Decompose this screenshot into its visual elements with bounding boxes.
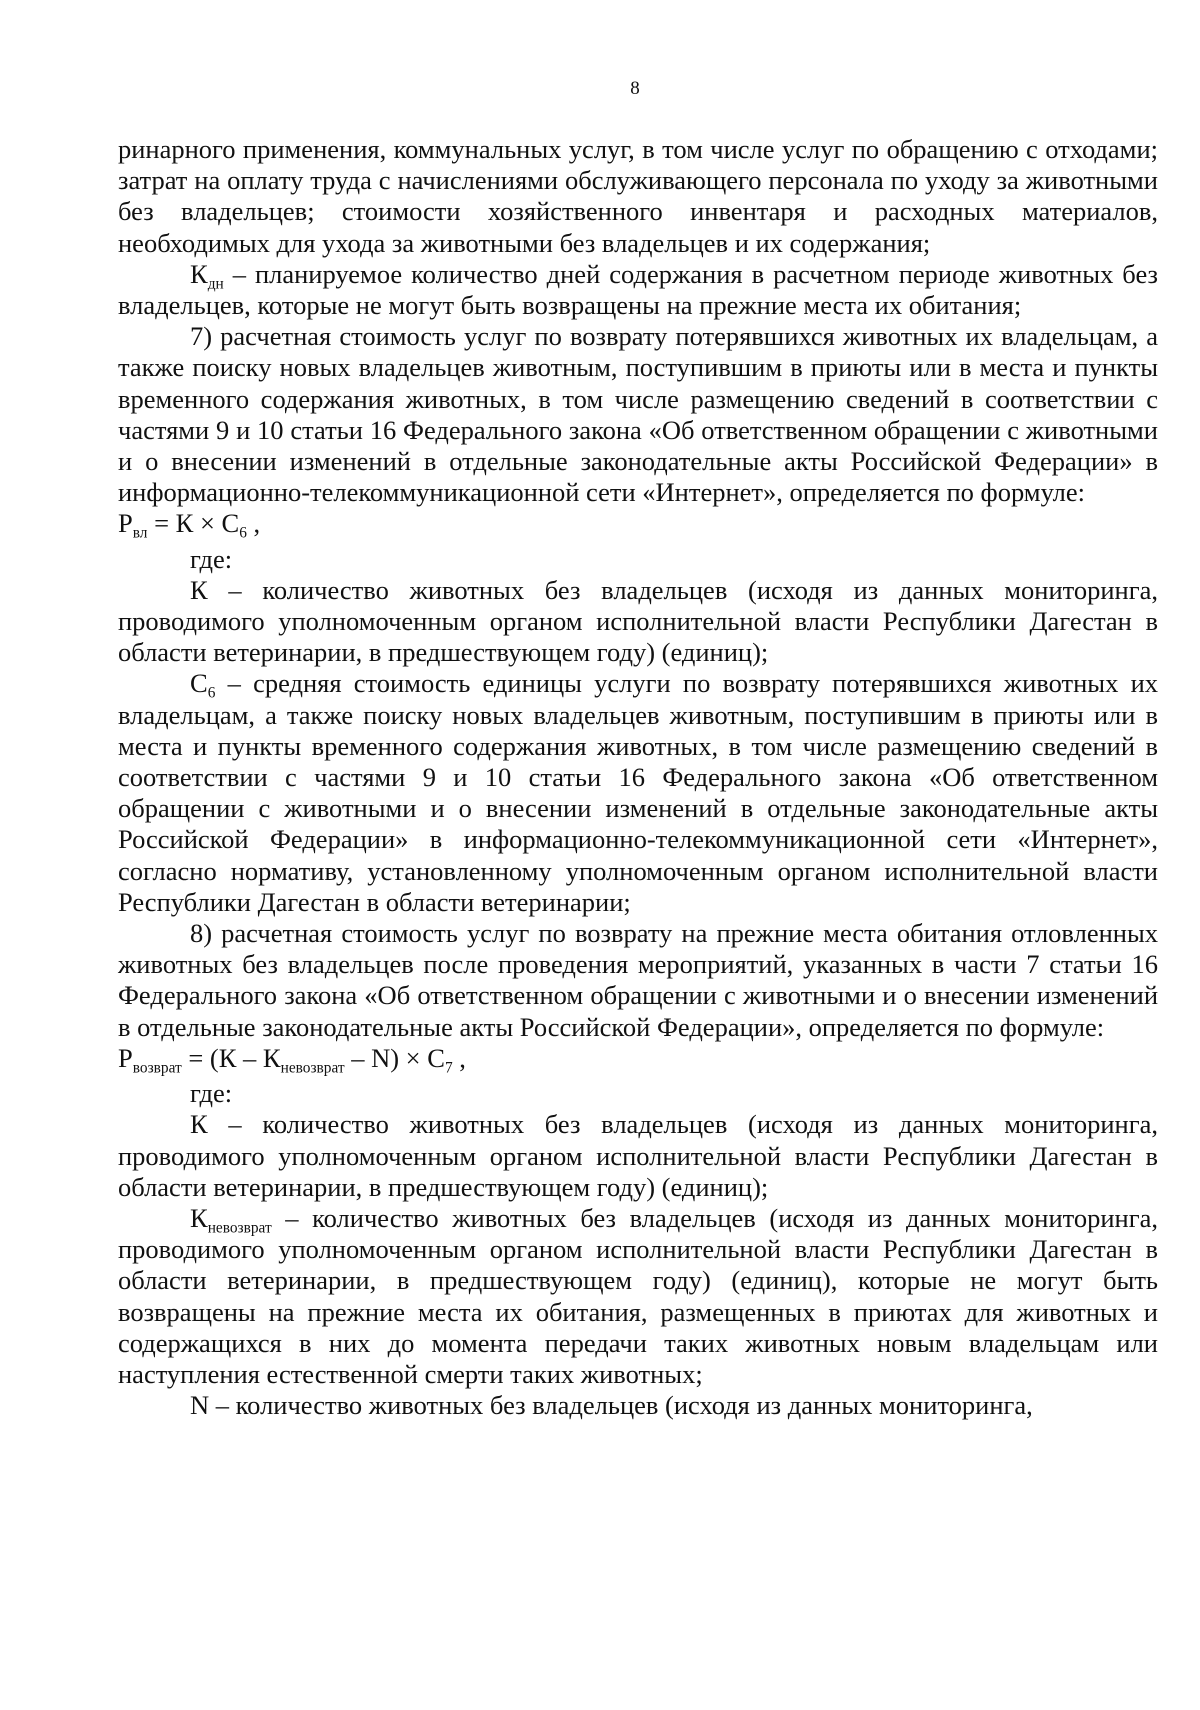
item-7: 7) расчетная стоимость услуг по возврату потерявшихся животных их владельцам, а также поиску новых владельцев животным, поступившим в приюты или в места и пункты временного содержания животных, в том числе размещению сведений в соответствии с частями 9 и 10 статьи 16 Федерального закона «Об ответственном обращении с животными и о внесении изменений в отдельные законодательные акты Российской Федерации» в информационно-телекоммуникационной сети «Интернет», определяется по формуле:	[118, 321, 1158, 508]
formula-body: = (К – К	[181, 1042, 281, 1073]
subscript-6: 6	[207, 684, 216, 702]
where-label: где:	[190, 1078, 233, 1109]
symbol-c: С	[190, 668, 208, 699]
definition-kdn	[118, 259, 1158, 321]
symbol-k: К	[190, 1202, 208, 1233]
item-8: 8) расчетная стоимость услуг по возврату на прежние места обитания отловленных животных без владельцев после проведения мероприятий, указанных в части 7 статьи 16 Федерального закона «Об ответственном обращении с животными и о внесении изменений в отдельные законодательные акты Российской Федерации», определяется по формуле:	[118, 918, 1158, 1042]
formula-p-vl	[118, 508, 1158, 542]
subscript-nevozvrat: невозврат	[207, 1219, 272, 1237]
formula-end: ,	[246, 508, 261, 539]
formula-body: = К × С	[147, 508, 240, 539]
formula-subscript-6: 6	[239, 524, 247, 542]
where-label: где:	[190, 543, 233, 574]
formula-subscript-nevozvrat: невозврат	[280, 1059, 345, 1077]
formula-subscript-7: 7	[444, 1059, 453, 1077]
formula-subscript-vozvrat: возврат	[132, 1059, 182, 1077]
definition-k-nevozvrat	[118, 1203, 1158, 1390]
definition-text: – количество животных без владельцев (исходя из данных мониторинга, проводимого уполномоченным органом исполнительной власти Республики Дагестан в области ветеринарии, в предшествующем году) (единиц), которые не могут быть возвращены на прежние места их обитания, размещенных в приютах для животных и содержащихся в них до момента передачи таких животных новым владельцам или наступления естественной смерти таких животных;	[118, 1202, 1158, 1389]
page-number: 8	[630, 78, 640, 99]
definition-k: К – количество животных без владельцев (исходя из данных мониторинга, проводимого уполномоченным органом исполнительной власти Республики Дагестан в области ветеринарии, в предшествующем году) (единиц);	[118, 574, 1158, 668]
formula-symbol-p: Р	[118, 508, 133, 539]
formula-end: ,	[452, 1042, 466, 1073]
formula-symbol-p: Р	[118, 1042, 133, 1073]
formula-p-vozvrat	[118, 1042, 1158, 1077]
paragraph-continued: ринарного применения, коммунальных услуг, в том числе услуг по обращению с отходами; затрат на оплату труда с начислениями обслуживающего персонала по уходу за животными без владельцев; стоимости хозяйственного инвентаря и расходных материалов, необходимых для ухода за животными без владельцев и их содержания;	[118, 134, 1158, 258]
symbol-k: К	[190, 258, 208, 289]
definition-text: – средняя стоимость единицы услуги по возврату потерявшихся животных их владельцам, а также поиску новых владельцев животным, поступившим в приюты или в места и пункты временного содержания животных, в том числе размещению сведений в соответствии с частями 9 и 10 статьи 16 Федерального закона «Об ответственном обращении с животными и о внесении изменений в отдельные законодательные акты Российской Федерации» в информационно-телекоммуникационной сети «Интернет», согласно нормативу, установленному уполномоченным органом исполнительной власти Республики Дагестан в области ветеринарии;	[118, 668, 1158, 917]
definition-c6	[118, 668, 1158, 918]
formula-subscript-vl: вл	[132, 524, 148, 542]
definition-k: К – количество животных без владельцев (исходя из данных мониторинга, проводимого уполномоченным органом исполнительной власти Республики Дагестан в области ветеринарии, в предшествующем году) (единиц);	[118, 1109, 1158, 1202]
definition-n: N – количество животных без владельцев (исходя из данных мониторинга,	[190, 1390, 1033, 1421]
subscript-dn: дн	[207, 275, 224, 293]
formula-body-2: – N) × С	[344, 1042, 445, 1073]
document-body	[118, 134, 1158, 1421]
definition-text: – планируемое количество дней содержания в расчетном периоде животных без владельцев, которые не могут быть возвращены на прежние места их обитания;	[118, 258, 1158, 321]
